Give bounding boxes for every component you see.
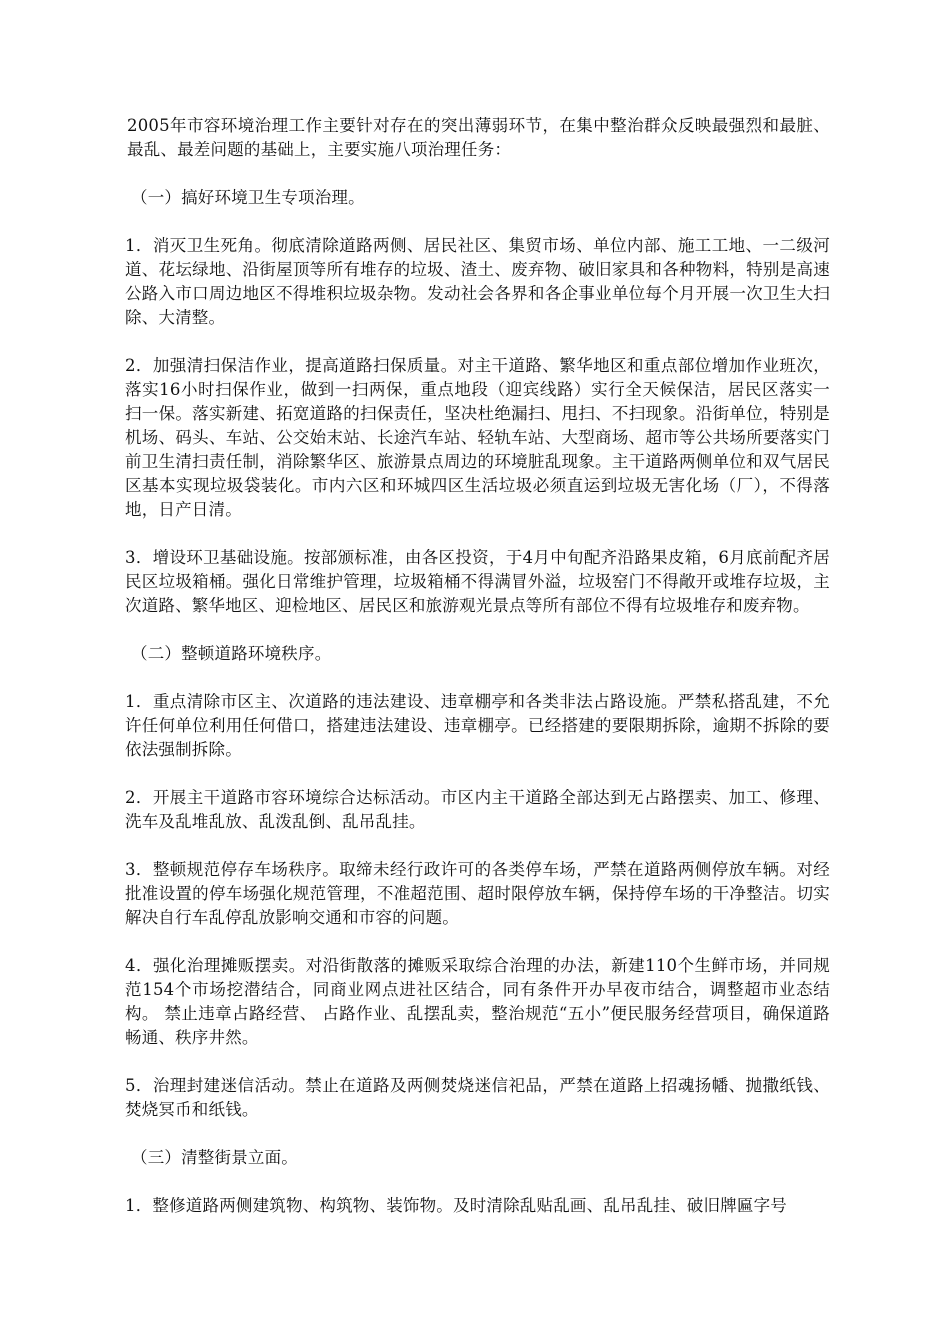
item-paragraph: 2．开展主干道路市容环境综合达标活动。市区内主干道路全部达到无占路摆卖、加工、修理、洗车及乱堆乱放、乱泼乱倒、乱吊乱挂。 bbox=[125, 788, 830, 831]
item-paragraph: 3．整顿规范停存车场秩序。取缔未经行政许可的各类停车场，严禁在道路两侧停放车辆。对经批准设置的停车场强化规范管理，不准超范围、超时限停放车辆，保持停车场的干净整洁。切实解决自行车乱停乱放影响交通和市容的问题。 bbox=[125, 860, 830, 927]
item-paragraph: 1．消灭卫生死角。彻底清除道路两侧、居民社区、集贸市场、单位内部、施工工地、一二级河道、花坛绿地、沿街屋顶等所有堆存的垃圾、渣土、废弃物、破旧家具和各种物料，特别是高速公路入市口周边地区不得堆积垃圾杂物。发动社会各界和各企事业单位每个月开展一次卫生大扫除、大清整。 bbox=[125, 236, 830, 327]
item-paragraph: 1．整修道路两侧建筑物、构筑物、装饰物。及时清除乱贴乱画、乱吊乱挂、破旧牌匾字号 bbox=[125, 1196, 787, 1215]
item-paragraph: 1．重点清除市区主、次道路的违法建设、违章棚亭和各类非法占路设施。严禁私搭乱建，不允许任何单位利用任何借口，搭建违法建设、违章棚亭。已经搭建的要限期拆除，逾期不拆除的要依法强制拆除。 bbox=[125, 692, 830, 759]
item-paragraph: 4．强化治理摊贩摆卖。对沿街散落的摊贩采取综合治理的办法，新建110个生鲜市场，并同规范154个市场挖潜结合，同商业网点进社区结合，同有条件开办早夜市结合，调整超市业态结构。 禁止违章占路经营、 占路作业、乱摆乱卖，整治规范“五小”便民服务经营项目，确保道路畅通、秩序井然。 bbox=[125, 956, 830, 1047]
item-paragraph: 5．治理封建迷信活动。禁止在道路及两侧焚烧迷信祀品，严禁在道路上招魂扬幡、抛撒纸钱、焚烧冥币和纸钱。 bbox=[125, 1076, 830, 1119]
intro-paragraph: 2005年市容环境治理工作主要针对存在的突出薄弱环节，在集中整治群众反映最强烈和最脏、最乱、最差问题的基础上，主要实施八项治理任务： bbox=[127, 116, 830, 159]
section-heading-2: （二）整顿道路环境秩序。 bbox=[131, 644, 332, 663]
section-heading-1: （一）搞好环境卫生专项治理。 bbox=[131, 188, 365, 207]
item-paragraph: 2．加强清扫保洁作业，提高道路扫保质量。对主干道路、繁华地区和重点部位增加作业班次，落实16小时扫保作业，做到一扫两保，重点地段（迎宾线路）实行全天候保洁，居民区落实一扫一保。落实新建、拓宽道路的扫保责任，坚决杜绝漏扫、甩扫、不扫现象。沿街单位，特别是机场、码头、车站、公交始末站、长途汽车站、轻轨车站、大型商场、超市等公共场所要落实门前卫生清扫责任制，消除繁华区、旅游景点周边的环境脏乱现象。主干道路两侧单位和双气居民区基本实现垃圾袋装化。市内六区和环城四区生活垃圾必须直运到垃圾无害化场（厂），不得落地，日产日清。 bbox=[125, 356, 830, 519]
section-heading-3: （三）清整街景立面。 bbox=[131, 1148, 298, 1167]
item-paragraph: 3．增设环卫基础设施。按部颁标准，由各区投资，于4月中旬配齐沿路果皮箱，6月底前配齐居民区垃圾箱桶。强化日常维护管理，垃圾箱桶不得满冒外溢，垃圾窑门不得敞开或堆存垃圾，主次道路、繁华地区、迎检地区、居民区和旅游观光景点等所有部位不得有垃圾堆存和废弃物。 bbox=[125, 548, 830, 615]
document-page bbox=[125, 114, 830, 1242]
